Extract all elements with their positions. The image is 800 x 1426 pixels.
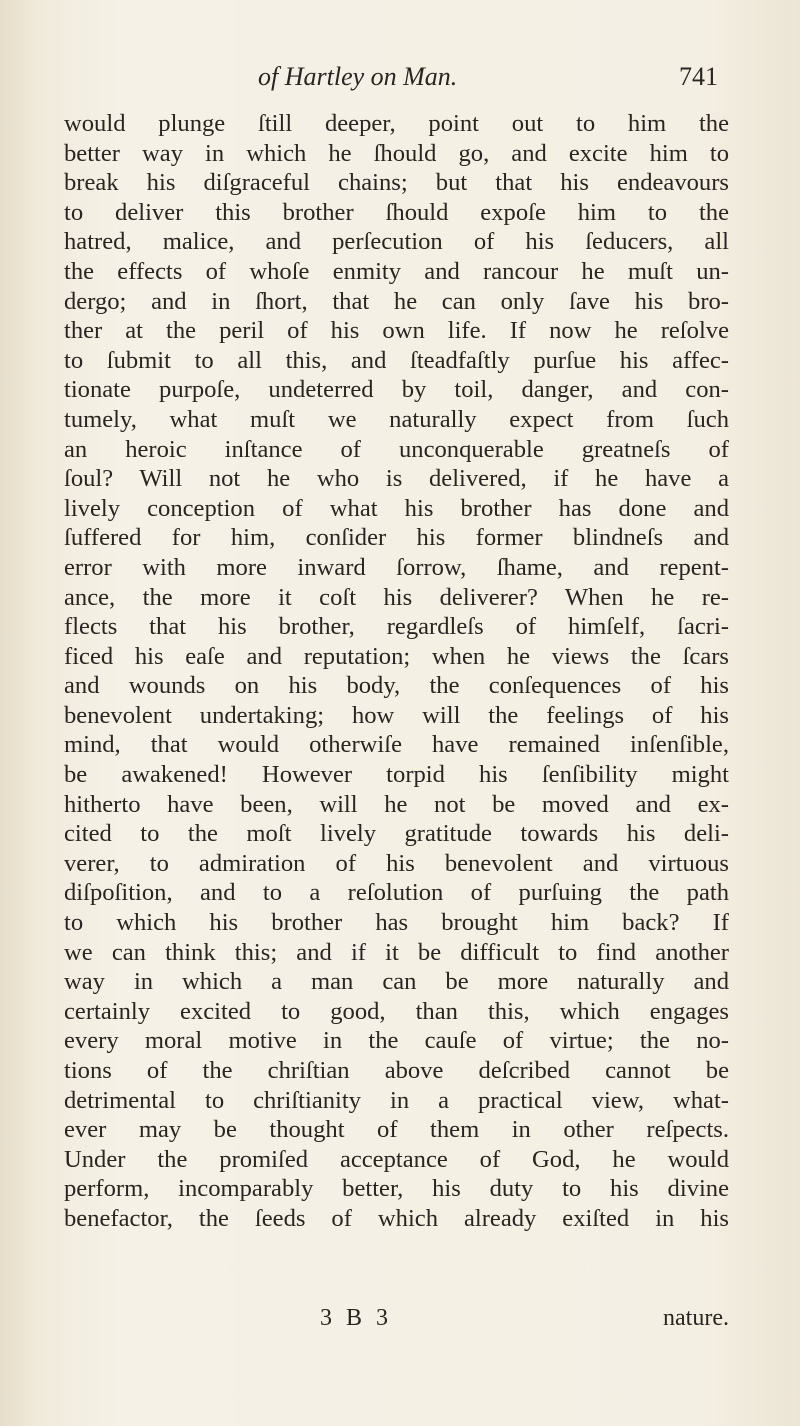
text-line: tionate purpoſe, undeterred by toil, danger, and con- [64, 376, 729, 404]
text-line: error with more inward ſorrow, ſhame, and repent- [64, 553, 729, 581]
text-line: the effects of whoſe enmity and rancour he muſt un- [64, 257, 729, 285]
text-line: we can think this; and if it be difficult to find another [64, 938, 729, 966]
text-line: to ſubmit to all this, and ſteadfaſtly purſue his affec- [64, 346, 729, 374]
text-line: ſuffered for him, conſider his former blindneſs and [64, 524, 729, 552]
text-line: better way in which he ſhould go, and excite him to [64, 139, 729, 167]
text-line: to which his brother has brought him back? If [64, 909, 729, 937]
text-line: tumely, what muſt we naturally expect from ſuch [64, 405, 729, 433]
page-header [258, 60, 718, 100]
text-line: certainly excited to good, than this, which engages [64, 997, 729, 1025]
text-line: Under the promiſed acceptance of God, he would [64, 1145, 729, 1173]
text-line: would plunge ſtill deeper, point out to him the [64, 110, 729, 137]
text-line: break his diſgraceful chains; but that his endeavours [64, 169, 729, 197]
signature-mark: 3 B 3 [320, 1305, 393, 1331]
text-line: to deliver this brother ſhould expoſe him to the [64, 198, 729, 226]
text-line: lively conception of what his brother has done and [64, 494, 729, 522]
text-line: ficed his eaſe and reputation; when he views the ſcars [64, 642, 729, 670]
text-line: every moral motive in the cauſe of virtue; the no- [64, 1027, 729, 1055]
text-line: an heroic inſtance of unconquerable greatneſs of [64, 435, 729, 463]
text-line: mind, that would otherwiſe have remained inſenſible, [64, 731, 729, 759]
text-line: and wounds on his body, the conſequences of his [64, 672, 729, 700]
text-line: benevolent undertaking; how will the feelings of his [64, 701, 729, 729]
running-title: of Hartley on Man. [258, 62, 458, 91]
text-line: ther at the peril of his own life. If now he reſolve [64, 317, 729, 345]
text-line: hatred, malice, and perſecution of his ſeducers, all [64, 228, 729, 256]
page-footer [64, 1305, 729, 1337]
text-line: verer, to admiration of his benevolent and virtuous [64, 849, 729, 877]
text-line: ance, the more it coſt his deliverer? When he re- [64, 583, 729, 611]
text-line: tions of the chriſtian above deſcribed cannot be [64, 1057, 729, 1084]
text-line: cited to the moſt lively gratitude towards his deli- [64, 820, 729, 848]
text-line: detrimental to chriſtianity in a practical view, what- [64, 1086, 729, 1114]
text-line: way in which a man can be more naturally and [64, 968, 729, 996]
text-line: ever may be thought of them in other reſpects. [64, 1116, 729, 1144]
body-text [64, 109, 729, 1234]
text-line: dergo; and in ſhort, that he can only ſave his bro- [64, 287, 729, 315]
text-line: benefactor, the ſeeds of which already exiſted in his [64, 1204, 729, 1232]
text-line: ſoul? Will not he who is delivered, if he have a [64, 465, 729, 493]
text-line: perform, incomparably better, his duty to his divine [64, 1175, 729, 1203]
catchword: nature. [663, 1305, 729, 1331]
text-line: be awakened! However torpid his ſenſibility might [64, 761, 729, 789]
text-line: flects that his brother, regardleſs of himſelf, ſacri- [64, 613, 729, 641]
text-line: hitherto have been, will he not be moved and ex- [64, 790, 729, 818]
text-line: diſpoſition, and to a reſolution of purſuing the path [64, 879, 729, 907]
page-number: 741 [679, 62, 718, 91]
